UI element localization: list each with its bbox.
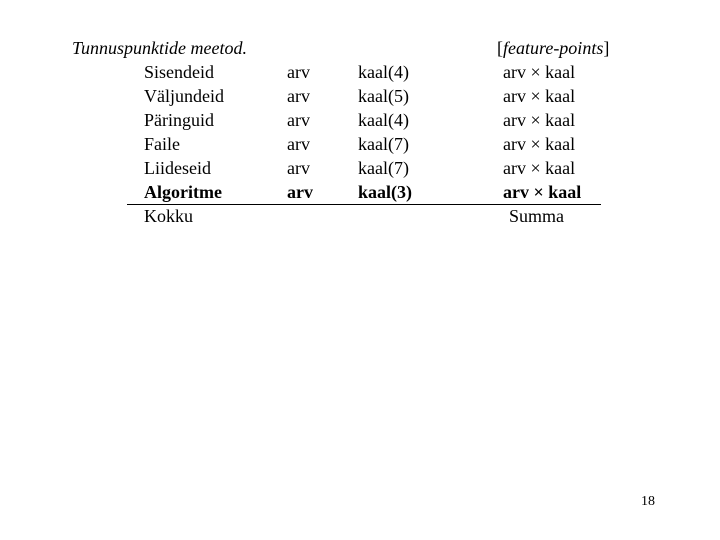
bracket-close: ] bbox=[603, 38, 610, 58]
row-weight: kaal(4) bbox=[358, 110, 409, 130]
row-count: arv bbox=[287, 182, 313, 202]
table-row-queries bbox=[0, 108, 600, 132]
row-weight: kaal(3) bbox=[358, 182, 412, 202]
table-row-outputs bbox=[0, 84, 600, 108]
row-count: arv bbox=[287, 158, 310, 178]
row-weight: kaal(7) bbox=[358, 134, 409, 154]
row-count: arv bbox=[287, 134, 310, 154]
row-count: arv bbox=[287, 86, 310, 106]
row-product: arv × kaal bbox=[503, 134, 576, 154]
row-label: Sisendeid bbox=[144, 62, 214, 82]
row-product: arv × kaal bbox=[503, 62, 576, 82]
row-weight: kaal(5) bbox=[358, 86, 409, 106]
table-row-files bbox=[0, 132, 600, 156]
total-label: Kokku bbox=[144, 206, 193, 226]
table-row-interfaces bbox=[0, 156, 600, 180]
row-count: arv bbox=[287, 62, 310, 82]
bracket-open: [ bbox=[497, 38, 503, 58]
row-label: Liideseid bbox=[144, 158, 211, 178]
row-product: arv × kaal bbox=[503, 110, 576, 130]
row-weight: kaal(4) bbox=[358, 62, 409, 82]
row-product: arv × kaal bbox=[503, 86, 576, 106]
table-row-algorithms bbox=[0, 180, 600, 204]
row-count: arv bbox=[287, 110, 310, 130]
row-label: Päringuid bbox=[144, 110, 214, 130]
slide-title: Tunnuspunktide meetod. bbox=[72, 38, 247, 58]
row-product: arv × kaal bbox=[503, 158, 576, 178]
feature-points-label: feature-points bbox=[503, 38, 604, 58]
row-label: Algoritme bbox=[144, 182, 222, 202]
page-number: 18 bbox=[641, 494, 655, 509]
row-label: Faile bbox=[144, 134, 180, 154]
table-row-inputs bbox=[0, 60, 600, 84]
total-value: Summa bbox=[509, 206, 565, 226]
feature-points-header bbox=[497, 36, 609, 60]
row-product: arv × kaal bbox=[503, 182, 582, 202]
row-weight: kaal(7) bbox=[358, 158, 409, 178]
row-label: Väljundeid bbox=[144, 86, 224, 106]
